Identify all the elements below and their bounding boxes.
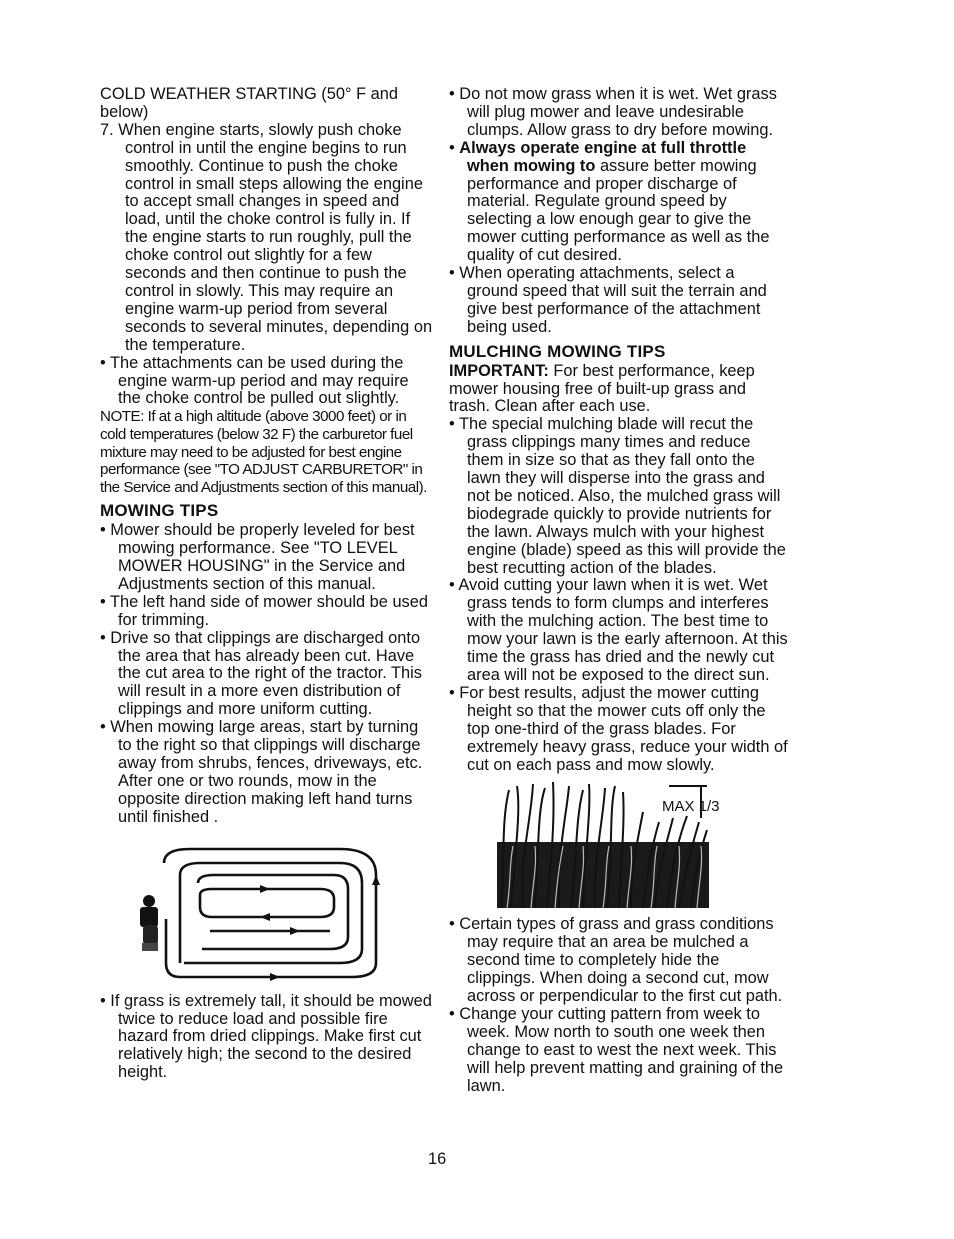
full-throttle-rest: assure better mowing performance and proper discharge of material. Regulate ground speed by selecting a low enough gear to give the mower cutting performance as well as the quality of cut desired.	[467, 156, 770, 265]
mowing-bullet: • Drive so that clippings are discharged onto the area that has already been cut. Have the cut area to the right of the tractor. This will result in a more even distribution of clippings and more uniform cutting.	[100, 628, 423, 719]
mulching-bullet: • For best results, adjust the mower cutting height so that the mower cuts off only the top one-third of the grass blades. For extremely heavy grass, reduce your width of cut on each pass and mow slowly.	[449, 683, 788, 774]
mowing-pattern-figure	[100, 845, 435, 985]
tall-grass-bullet: • If grass is extremely tall, it should be mowed twice to reduce load and possible fire hazard from dried clippings. Make first cut relatively high; the second to the desired height.	[100, 991, 432, 1082]
tractor-icon	[140, 895, 158, 951]
mowing-bullet: • The left hand side of mower should be used for trimming.	[100, 592, 428, 629]
important-text: For best performance, keep mower housing free of built-up grass and trash. Clean after each use.	[449, 361, 755, 416]
wet-grass-bullet: • Do not mow grass when it is wet. Wet grass will plug mower and leave undesirable clumps. Allow grass to dry before mowing.	[449, 85, 777, 139]
right-column	[449, 86, 789, 1096]
left-column	[100, 86, 435, 1082]
full-throttle-bullet: • Always operate engine at full throttle when mowing to assure better mowing performance and proper discharge of material. Regulate ground speed by selecting a low enough gear to give the mower cutting performance as well as the quality of cut desired.	[449, 138, 770, 265]
mulching-tips-heading: MULCHING MOWING TIPS	[449, 341, 666, 361]
mulching-bullet: • The special mulching blade will recut the grass clippings many times and reduce them in size so that as they fall onto the lawn they will disperse into the grass and not be noticed. Also, the mulched grass will biodegrade quickly to provide nutrients for the lawn. Always mulch with your highest engine (blade) speed as this will provide the best recutting action of the blades.	[449, 415, 786, 577]
page-number: 16	[428, 1150, 447, 1168]
spiral-mowing-path-illustration	[140, 845, 390, 985]
cold-weather-heading: COLD WEATHER STARTING (50° F and below)	[100, 85, 398, 121]
full-throttle-bold: Always operate engine at full throttle when mowing to	[459, 138, 747, 175]
max-one-third-label: MAX 1/3	[662, 798, 720, 816]
second-cut-bullet: • Certain types of grass and grass conditions may require that an area be mulched a second time to completely hide the clippings. When doing a second cut, mow across or perpendicular to the first cut path.	[449, 915, 783, 1006]
important-label: IMPORTANT:	[449, 361, 549, 380]
mowing-bullet: • When mowing large areas, start by turning to the right so that clippings will discharge away from shrubs, fences, driveways, etc. After one or two rounds, mow in the opposite direction making left hand turns until finished .	[100, 718, 423, 826]
mulching-bullet: • Avoid cutting your lawn when it is wet. Wet grass tends to form clumps and interferes with the mulching action. The best time to mow your lawn is the early afternoon. At this time the grass has dried and the newly cut area will not be exposed to the direct sun.	[449, 576, 788, 684]
mowing-bullet: • Mower should be properly leveled for best mowing performance. See "TO LEVEL MOWER HOUSING" in the Service and Adjustments section of this manual.	[100, 521, 415, 593]
altitude-note: NOTE: If at a high altitude (above 3000 feet) or in cold temperatures (below 32 F) the carburetor fuel mixture may need to be adjusted for best engine performance (see "TO ADJUST CARBURETOR" in the Service and Adjustments section of this manual).	[100, 408, 427, 496]
attachments-warmup-bullet: • The attachments can be used during the engine warm-up period and may require the choke control be pulled out slightly.	[100, 353, 409, 408]
important-paragraph	[449, 363, 789, 417]
mowing-tips-heading: MOWING TIPS	[100, 501, 219, 521]
grass-height-figure	[449, 782, 789, 912]
step-7: 7. When engine starts, slowly push choke control in until the engine begins to run smoothly. Continue to push the choke control in small steps allowing the engine to accept small changes in speed and load, until the choke control is fully in. If the engine starts to run roughly, pull the choke control out slightly for a few seconds and then continue to push the control in slowly. This may require an engine warm-up period from several seconds to several minutes, depending on the temperature.	[100, 120, 433, 354]
cutting-pattern-bullet: • Change your cutting pattern from week to week. Mow north to south one week then change to east to west the next week. This will help prevent matting and graining of the lawn.	[449, 1004, 784, 1095]
attachments-speed-bullet: • When operating attachments, select a ground speed that will suit the terrain and give best performance of the attachment being used.	[449, 264, 767, 336]
